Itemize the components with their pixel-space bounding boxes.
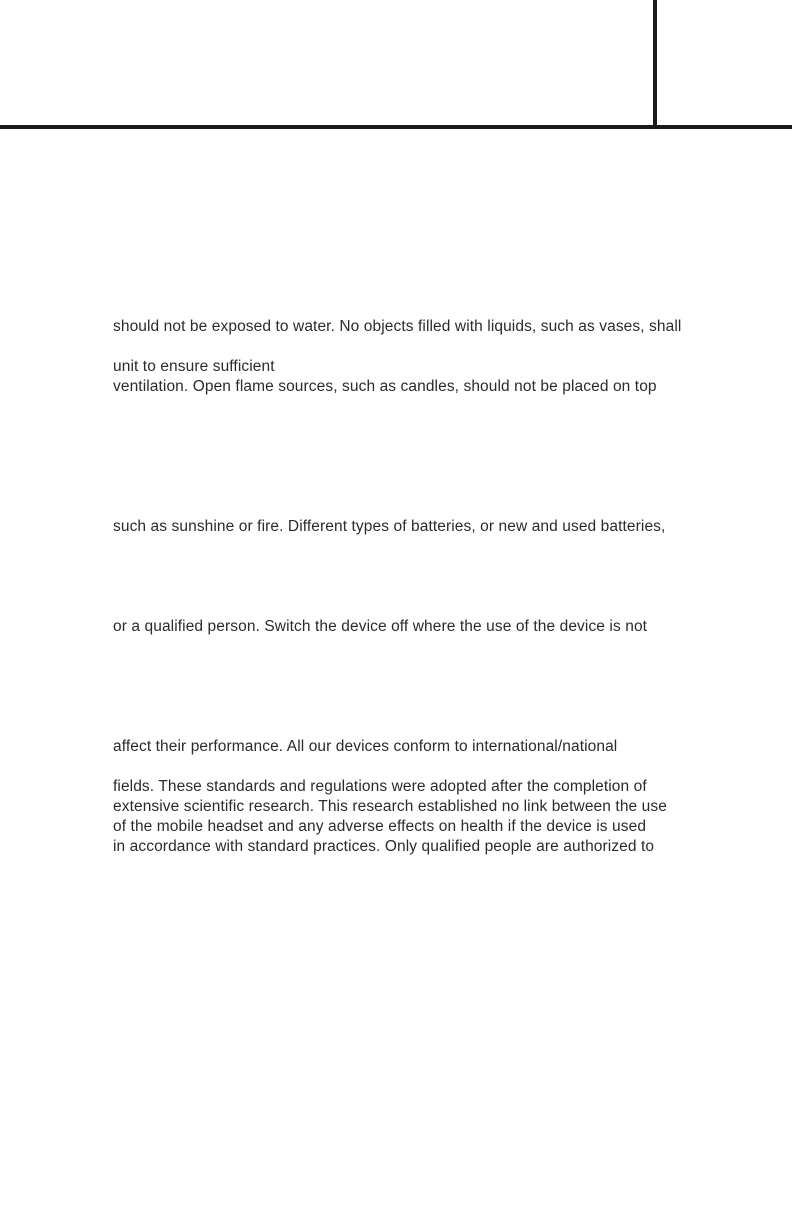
header-vertical-rule	[653, 0, 657, 127]
text-line: affect their performance. All our devices conform to international/national	[113, 738, 618, 755]
header-horizontal-rule	[0, 125, 792, 129]
text-line: should not be exposed to water. No objects filled with liquids, such as vases, shall	[113, 318, 682, 335]
text-line: such as sunshine or fire. Different types of batteries, or new and used batteries,	[113, 518, 666, 535]
text-line: of the mobile headset and any adverse effects on health if the device is used	[113, 818, 647, 835]
text-line: ventilation. Open flame sources, such as candles, should not be placed on top	[113, 378, 657, 395]
text-line: unit to ensure sufficient	[113, 358, 275, 375]
text-line: in accordance with standard practices. Only qualified people are authorized to	[113, 838, 655, 855]
text-line: fields. These standards and regulations were adopted after the completion of	[113, 778, 647, 795]
text-line: extensive scientific research. This research established no link between the use	[113, 798, 667, 815]
text-line: or a qualified person. Switch the device off where the use of the device is not	[113, 618, 648, 635]
